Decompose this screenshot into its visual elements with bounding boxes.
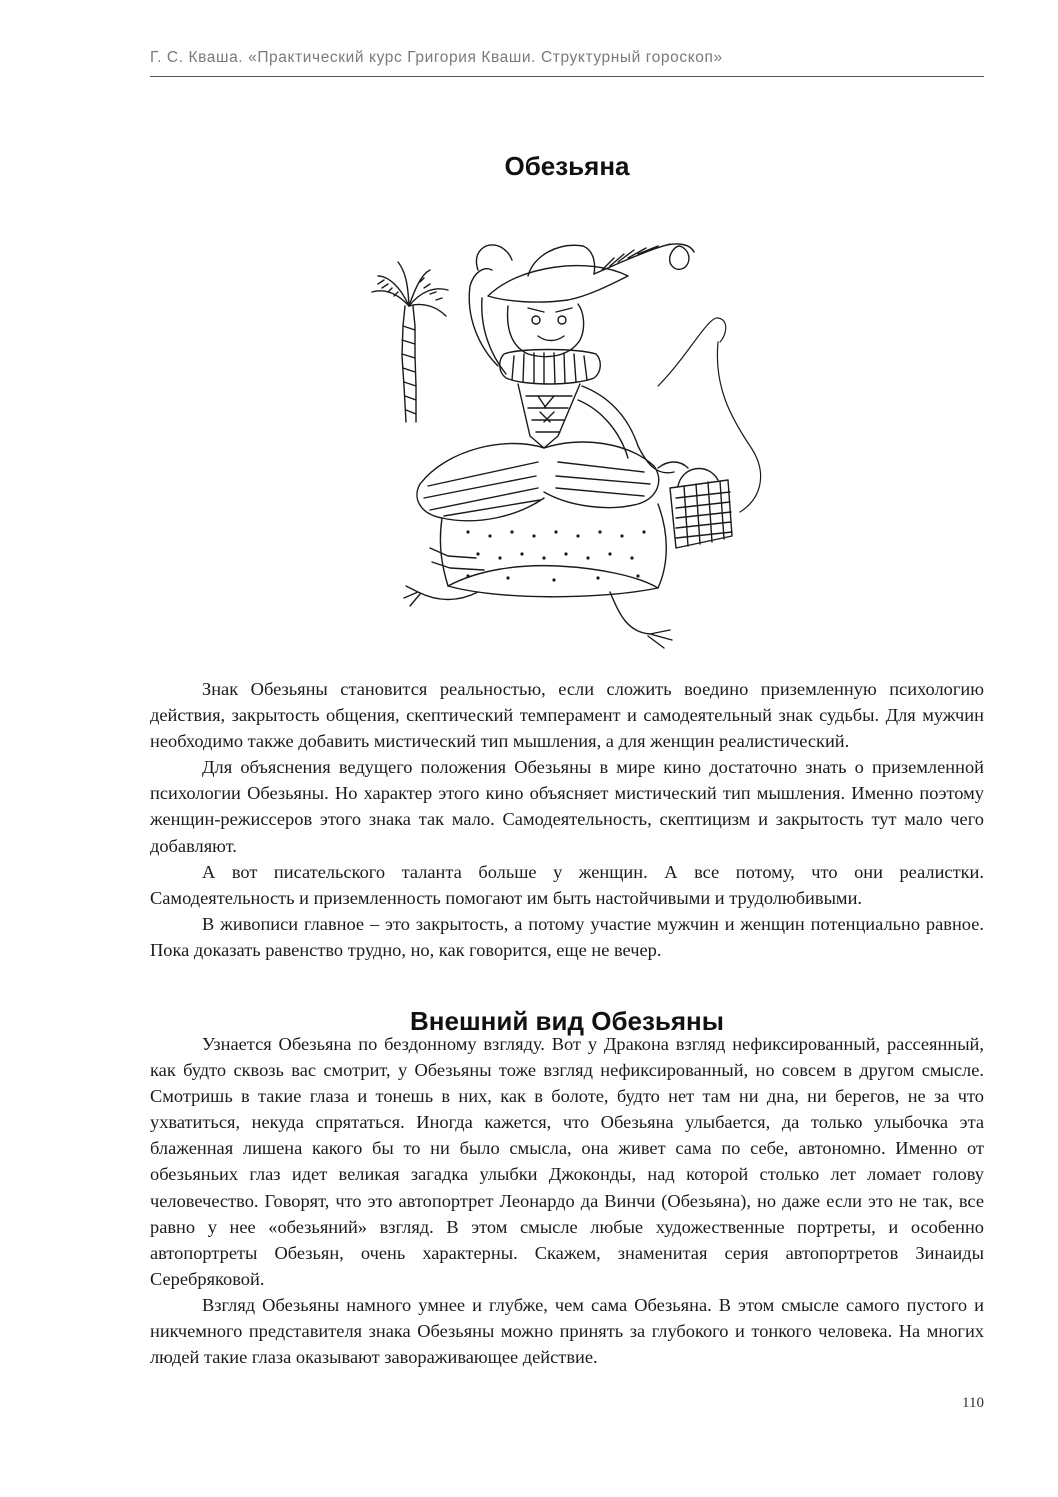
subsection-body: [150, 1031, 984, 1370]
page-number: 110: [962, 1395, 984, 1411]
face-icon: [508, 304, 584, 357]
basket-icon: [670, 469, 732, 548]
monkey-illustration: [358, 236, 778, 660]
paragraph: Для объяснения ведущего положения Обезьяны в мире кино достаточно знать о приземленной психологии Обезьяны. Но характер этого кино объясняет мистический тип мышления. Именно поэтому женщин-режиссеров этого знака так мало. Самодеятельность, скептицизм и закрытость тут мало чего добавляют.: [150, 757, 984, 856]
collar-icon: [500, 350, 601, 385]
paragraph: А вот писательского таланта больше у женщин. А все потому, что они реалистки. Самодеятельность и приземленность помогают им быть настойчивыми и трудолюбивыми.: [150, 861, 984, 908]
running-head: Г. С. Кваша. «Практический курс Григория Кваши. Структурный гороскоп»: [150, 49, 723, 66]
paragraph: Взгляд Обезьяны намного умнее и глубже, чем сама Обезьяна. В этом смысле самого пустого и никчемного представителя знака Обезьяны можно принять за глубокого и тонкого человека. На многих людей такие глаза оказывают завораживающее действие.: [150, 1294, 984, 1368]
skirt-icon: [417, 442, 666, 597]
palm-tree-icon: [372, 262, 448, 422]
paragraph: В живописи главное – это закрытость, а потому участие мужчин и женщин потенциально равное. Пока доказать равенство трудно, но, как говорится, еще не вечер.: [150, 913, 984, 960]
paragraph: Узнается Обезьяна по бездонному взгляду. Вот у Дракона взгляд нефиксированный, рассеянный, как будто сквозь вас смотрит, у Обезьяны тоже взгляд нефиксированный, но совсем в другом смысле. Смотришь в такие глаза и тонешь в них, как в болоте, будто нет там ни дна, ни берегов, не за что ухватиться, некуда спрятаться. Иногда кажется, что Обезьяна улыбается, да только улыбочка эта блаженная лишена какого бы то ни было смысла, она живет сама по себе, автономно. Именно от обезьяньих глаз идет великая загадка улыбки Джоконды, над которой столько лет ломает голову человечество. Говорят, что это автопортрет Леонардо да Винчи (Обезьяна), но даже если это не так, все равно у нее «обезьяний» взгляд. В этом смысле любые художественные портреты, и особенно автопортреты Обезьян, очень характерны. Скажем, знаменитая серия автопортретов Зинаиды Серебряковой.: [150, 1034, 984, 1289]
section-title: Обезьяна: [504, 151, 630, 181]
subsection-title: Внешний вид Обезьяны: [410, 1006, 724, 1036]
bodice-icon: [518, 384, 580, 448]
header-rule: [150, 76, 984, 77]
section-body: [150, 676, 984, 963]
paragraph: Знак Обезьяны становится реальностью, если сложить воедино приземленную психологию действия, закрытость общения, скептический темперамент и самодеятельный знак судьбы. Для мужчин необходимо также добавить мистический тип мышления, а для женщин реалистический.: [150, 679, 984, 752]
hat-icon: [476, 244, 694, 302]
